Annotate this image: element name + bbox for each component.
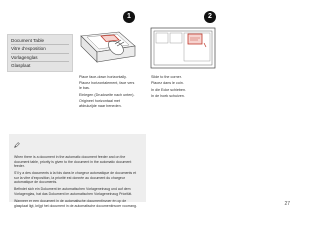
document-sheet-corner xyxy=(188,34,202,44)
step-2-text xyxy=(151,75,186,99)
step-2-line: In de hoek schuiven. xyxy=(151,94,185,99)
panel-item-fr: Vitre d'exposition xyxy=(11,45,69,53)
step-1-line: Origineel horizontaal met xyxy=(79,98,120,103)
step-1-text xyxy=(79,75,135,109)
step-1-line: Einlegen (Druckseite nach unten). xyxy=(79,92,135,97)
step-2-line: Slide to the corner. xyxy=(151,75,182,79)
step-1-line: Place face-down horizontally. xyxy=(79,75,127,79)
step-2-number: 2 xyxy=(204,11,216,23)
step-2-illustration xyxy=(150,27,218,71)
page-number: 27 xyxy=(284,201,290,207)
step-1-number: 1 xyxy=(123,11,135,23)
step-1-line: Placez horizontalement, face vers xyxy=(79,81,135,86)
step-1-line: le bas. xyxy=(79,86,90,91)
panel-item-nl: Glasplaat xyxy=(11,63,31,69)
note-paragraph-en: When there is a document in the automatic document feeder and on the document table, priority is given to the document in the automatic document feeder. xyxy=(14,155,132,169)
step-2-line: In die Ecke schieben. xyxy=(151,87,187,92)
panel-item-en: Document Table xyxy=(11,37,69,45)
section-label-panel xyxy=(7,34,73,72)
note-paragraph-de: Befindet sich ein Dokument im automatischen Vorlageneinzug und auf dem Vorlagenglas, hat das Dokument im automatischen Vorlageneinzug Priorität. xyxy=(14,187,133,196)
step-1-line: afdrukzijde naar beneden. xyxy=(79,103,122,108)
note-paragraph-nl: Wanneer er een document in de automatische documentinvoer én op de glasplaat ligt, krijgt het document in de automatische documentinvoer voorrang. xyxy=(14,198,137,208)
note-paragraph-fr: S'il y a des documents à la fois dans le chargeur automatique de documents et sur la vitre d'exposition, la priorité est donnée au document du chargeur automatique de documents. xyxy=(14,171,137,185)
step-2-line: Placez dans le coin. xyxy=(151,81,184,86)
panel-item-de: Vorlagenglas xyxy=(11,54,69,62)
note-box xyxy=(9,134,146,208)
pencil-note-icon xyxy=(14,142,20,148)
step-1-illustration xyxy=(79,28,137,72)
